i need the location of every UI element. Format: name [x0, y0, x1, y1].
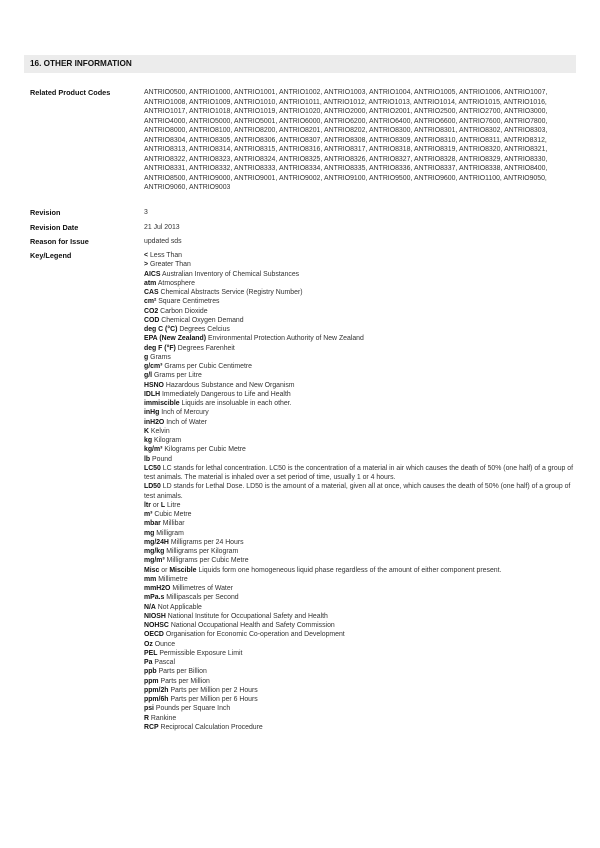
- legend-definition: Grams per Cubic Centimetre: [164, 363, 253, 370]
- legend-abbreviation: deg F (°F): [144, 344, 176, 352]
- legend-item: [144, 445, 576, 454]
- legend-definition: Inch of Mercury: [161, 409, 209, 417]
- legend-item: [144, 677, 576, 686]
- legend-abbreviation: IDLH: [144, 390, 161, 398]
- key-legend-value: [144, 251, 576, 732]
- legend-definition: Pascal: [154, 659, 176, 666]
- legend-item: [144, 353, 576, 362]
- legend-item: [144, 408, 576, 417]
- legend-definition: Parts per Million per 6 Hours: [170, 696, 258, 703]
- legend-definition: Square Centimetres: [158, 298, 220, 306]
- legend-definition: Carbon Dioxide: [160, 307, 208, 315]
- legend-abbreviation: g: [144, 353, 149, 361]
- legend-abbreviation-alt: L: [160, 501, 166, 509]
- legend-abbreviation: CAS: [144, 289, 159, 296]
- revision-date-label: Revision Date: [30, 223, 79, 232]
- legend-list: [144, 251, 576, 732]
- legend-abbreviation: kg/m³: [144, 446, 163, 454]
- legend-item: [144, 658, 576, 667]
- legend-abbreviation: immiscible: [144, 400, 180, 407]
- legend-item: [144, 667, 576, 676]
- legend-item: [144, 307, 576, 316]
- legend-item: [144, 584, 576, 593]
- legend-definition: Millipascals per Second: [166, 594, 239, 602]
- legend-item: [144, 501, 576, 510]
- legend-abbreviation: RCP: [144, 723, 159, 731]
- legend-abbreviation: >: [144, 261, 149, 269]
- revision-label: Revision: [30, 208, 61, 217]
- reason-for-issue-label: Reason for Issue: [30, 237, 89, 246]
- legend-item: [144, 334, 576, 343]
- legend-definition: Organisation for Economic Co-operation and Development: [165, 631, 345, 639]
- legend-abbreviation: mg/24H: [144, 538, 169, 546]
- legend-abbreviation: EPA (New Zealand): [144, 335, 207, 343]
- legend-abbreviation: g/l: [144, 372, 153, 380]
- legend-abbreviation: HSNO: [144, 381, 164, 389]
- legend-definition: Millimetre: [158, 575, 188, 583]
- legend-abbreviation: ppb: [144, 668, 157, 676]
- legend-item: [144, 427, 576, 436]
- key-legend-label: Key/Legend: [30, 251, 72, 260]
- legend-abbreviation: deg C (°C): [144, 326, 178, 333]
- legend-abbreviation: NOHSC: [144, 622, 169, 629]
- legend-item: [144, 556, 576, 565]
- legend-abbreviation: CO2: [144, 307, 159, 315]
- legend-abbreviation: mg: [144, 529, 155, 537]
- legend-item: [144, 464, 576, 483]
- legend-definition: Parts per Million per 2 Hours: [170, 686, 258, 694]
- legend-definition: Liquids form one homogeneous liquid phase regardless of the amount of either component present.: [198, 566, 502, 574]
- legend-item: [144, 288, 576, 297]
- legend-item: [144, 362, 576, 371]
- legend-item: [144, 603, 576, 612]
- legend-abbreviation: COD: [144, 316, 160, 324]
- legend-connector: or: [161, 566, 168, 574]
- legend-abbreviation: inH2O: [144, 418, 165, 426]
- legend-definition: Milligram: [156, 529, 184, 537]
- legend-definition: Grams: [150, 353, 171, 361]
- legend-definition: LD stands for Lethal Dose. LD50 is the amount of a material, given all at once, which causes the death of 50% (one half) of a group of test animals.: [144, 483, 571, 500]
- legend-abbreviation: Pa: [144, 659, 153, 666]
- legend-item: [144, 260, 576, 269]
- legend-item: [144, 566, 576, 575]
- legend-abbreviation: K: [144, 427, 149, 435]
- legend-item: [144, 390, 576, 399]
- legend-definition: Pound: [152, 455, 172, 463]
- legend-abbreviation: Oz: [144, 640, 153, 648]
- legend-abbreviation: <: [144, 252, 149, 259]
- legend-definition: Chemical Abstracts Service (Registry Number): [160, 289, 303, 296]
- legend-abbreviation: ppm/2h: [144, 686, 169, 694]
- legend-item: [144, 686, 576, 695]
- legend-abbreviation-alt: Miscible: [169, 566, 197, 574]
- legend-definition: Immediately Dangerous to Life and Health: [162, 390, 291, 398]
- legend-definition: Rankine: [150, 714, 177, 722]
- reason-for-issue-value: updated sds: [144, 238, 182, 245]
- legend-abbreviation: atm: [144, 279, 157, 287]
- legend-definition: Millibar: [162, 520, 185, 528]
- legend-abbreviation: g/cm³: [144, 363, 163, 370]
- legend-definition: LC stands for lethal concentration. LC50 is the concentration of a material in air which causes the death of 50% (one half) of a group of test animals. The material is inhaled over a set period of time, usually 1 or 4 hours.: [144, 464, 574, 481]
- legend-item: [144, 399, 576, 408]
- legend-item: [144, 510, 576, 519]
- legend-definition: Atmosphere: [157, 279, 195, 287]
- legend-item: [144, 279, 576, 288]
- legend-definition: Litre: [167, 501, 181, 509]
- legend-item: [144, 482, 576, 501]
- legend-item: [144, 344, 576, 353]
- legend-abbreviation: PEL: [144, 649, 158, 657]
- legend-item: [144, 575, 576, 584]
- legend-abbreviation: mg/m³: [144, 557, 165, 565]
- legend-abbreviation: mg/kg: [144, 548, 165, 555]
- legend-definition: Milligrams per Kilogram: [166, 548, 239, 555]
- legend-item: [144, 418, 576, 427]
- legend-abbreviation: mPa.s: [144, 594, 165, 602]
- legend-item: [144, 529, 576, 538]
- legend-definition: Kilogram: [153, 437, 182, 444]
- legend-item: [144, 325, 576, 334]
- legend-definition: Degrees Farenheit: [177, 344, 235, 352]
- legend-item: [144, 593, 576, 602]
- legend-definition: Inch of Water: [166, 418, 207, 426]
- legend-definition: Ounce: [154, 640, 176, 648]
- legend-item: [144, 436, 576, 445]
- legend-abbreviation: ppm: [144, 677, 159, 685]
- legend-definition: Pounds per Square Inch: [155, 705, 231, 713]
- legend-item: [144, 538, 576, 547]
- legend-item: [144, 251, 576, 260]
- legend-definition: Environmental Protection Authority of New Zealand: [207, 335, 364, 343]
- legend-definition: Milligrams per 24 Hours: [170, 538, 244, 546]
- legend-definition: Grams per Litre: [153, 372, 202, 380]
- legend-definition: Kelvin: [150, 427, 170, 435]
- revision-date-value: 21 Jul 2013: [144, 224, 180, 231]
- legend-item: [144, 640, 576, 649]
- revision-value: 3: [144, 209, 148, 216]
- legend-abbreviation: mm: [144, 575, 157, 583]
- legend-abbreviation: lb: [144, 455, 151, 463]
- legend-definition: Australian Inventory of Chemical Substances: [162, 270, 300, 278]
- legend-definition: National Institute for Occupational Safety and Health: [167, 612, 328, 620]
- legend-definition: Greater Than: [149, 261, 191, 269]
- legend-abbreviation: LD50: [144, 483, 161, 491]
- legend-definition: Parts per Million: [160, 677, 210, 685]
- related-product-codes-value: ANTRIO0500, ANTRIO1000, ANTRIO1001, ANTRIO1002, ANTRIO1003, ANTRIO1004, ANTRIO1005, ANTRIO1006, ANTRIO1007, ANTRIO1008, ANTRIO1009, ANTRIO1010, ANTRIO1011, ANTRIO1012, ANTRIO1013, ANTRIO1014, ANTRIO1015, ANTRIO1016, ANTRIO1017, ANTRIO1018, ANTRIO1019, ANTRIO1020, ANTRIO2000, ANTRIO2001, ANTRIO2500, ANTRIO2700, ANTRIO3000, ANTRIO4000, ANTRIO5000, ANTRIO5001, ANTRIO6000, ANTRIO6200, ANTRIO6400, ANTRIO6600, ANTRIO7600, ANTRIO7800, ANTRIO8000, ANTRIO8100, ANTRIO8200, ANTRIO8201, ANTRIO8202, ANTRIO8300, ANTRIO8301, ANTRIO8302, ANTRIO8303, ANTRIO8304, ANTRIO8305, ANTRIO8306, ANTRIO8307, ANTRIO8308, ANTRIO8309, ANTRIO8310, ANTRIO8311, ANTRIO8312, ANTRIO8313, ANTRIO8314, ANTRIO8315, ANTRIO8316, ANTRIO8317, ANTRIO8318, ANTRIO8319, ANTRIO8320, ANTRIO8321, ANTRIO8322, ANTRIO8323, ANTRIO8324, ANTRIO8325, ANTRIO8326, ANTRIO8327, ANTRIO8328, ANTRIO8329, ANTRIO8330, ANTRIO8331, ANTRIO8332, ANTRIO8333, ANTRIO8334, ANTRIO8335, ANTRIO8336, ANTRIO8337, ANTRIO8338, ANTRIO8400, ANTRIO8500, ANTRIO9000, ANTRIO9001, ANTRIO9002, ANTRIO9100, ANTRIO9500, ANTRIO9600, ANTRIO1100, ANTRIO9050, ANTRIO9060, ANTRIO9003: [144, 89, 548, 191]
- legend-abbreviation: inHg: [144, 409, 160, 417]
- legend-item: [144, 455, 576, 464]
- legend-item: [144, 381, 576, 390]
- legend-item: [144, 371, 576, 380]
- related-product-codes-label: Related Product Codes: [30, 88, 111, 97]
- legend-definition: Degrees Celcius: [179, 326, 230, 333]
- legend-item: [144, 612, 576, 621]
- legend-definition: Permissible Exposure Limit: [159, 649, 243, 657]
- legend-definition: Kilograms per Cubic Metre: [164, 446, 246, 454]
- legend-definition: Reciprocal Calculation Procedure: [160, 723, 263, 731]
- legend-abbreviation: m³: [144, 511, 153, 518]
- legend-item: [144, 714, 576, 723]
- legend-abbreviation: LC50: [144, 464, 161, 472]
- legend-item: [144, 649, 576, 658]
- legend-item: [144, 270, 576, 279]
- legend-abbreviation: psi: [144, 705, 154, 713]
- legend-item: [144, 695, 576, 704]
- legend-abbreviation: N/A: [144, 603, 156, 611]
- legend-item: [144, 316, 576, 325]
- legend-definition: Less Than: [149, 252, 183, 259]
- legend-abbreviation: cm²: [144, 298, 157, 306]
- legend-definition: National Occupational Health and Safety Commission: [170, 622, 335, 629]
- legend-definition: Liquids are insoluable in each other.: [181, 400, 292, 407]
- legend-item: [144, 704, 576, 713]
- legend-definition: Milligrams per Cubic Metre: [166, 557, 249, 565]
- legend-definition: Cubic Metre: [154, 511, 192, 518]
- legend-abbreviation: Misc: [144, 566, 160, 574]
- legend-definition: Not Applicable: [157, 603, 202, 611]
- legend-item: [144, 297, 576, 306]
- legend-definition: Chemical Oxygen Demand: [161, 316, 244, 324]
- legend-abbreviation: R: [144, 714, 149, 722]
- legend-abbreviation: mmH2O: [144, 585, 171, 592]
- legend-abbreviation: kg: [144, 437, 153, 444]
- legend-item: [144, 723, 576, 732]
- legend-definition: Millimetres of Water: [172, 585, 233, 592]
- legend-item: [144, 519, 576, 528]
- legend-abbreviation: AICS: [144, 270, 161, 278]
- section-title: 16. OTHER INFORMATION: [24, 55, 576, 73]
- legend-abbreviation: OECD: [144, 631, 164, 639]
- legend-abbreviation: ltr: [144, 501, 151, 509]
- legend-abbreviation: ppm/6h: [144, 696, 169, 703]
- legend-abbreviation: NIOSH: [144, 612, 166, 620]
- legend-item: [144, 547, 576, 556]
- legend-definition: Hazardous Substance and New Organism: [165, 381, 295, 389]
- legend-connector: or: [152, 501, 159, 509]
- legend-abbreviation: mbar: [144, 520, 161, 528]
- legend-item: [144, 630, 576, 639]
- legend-definition: Parts per Billion: [158, 668, 207, 676]
- legend-item: [144, 621, 576, 630]
